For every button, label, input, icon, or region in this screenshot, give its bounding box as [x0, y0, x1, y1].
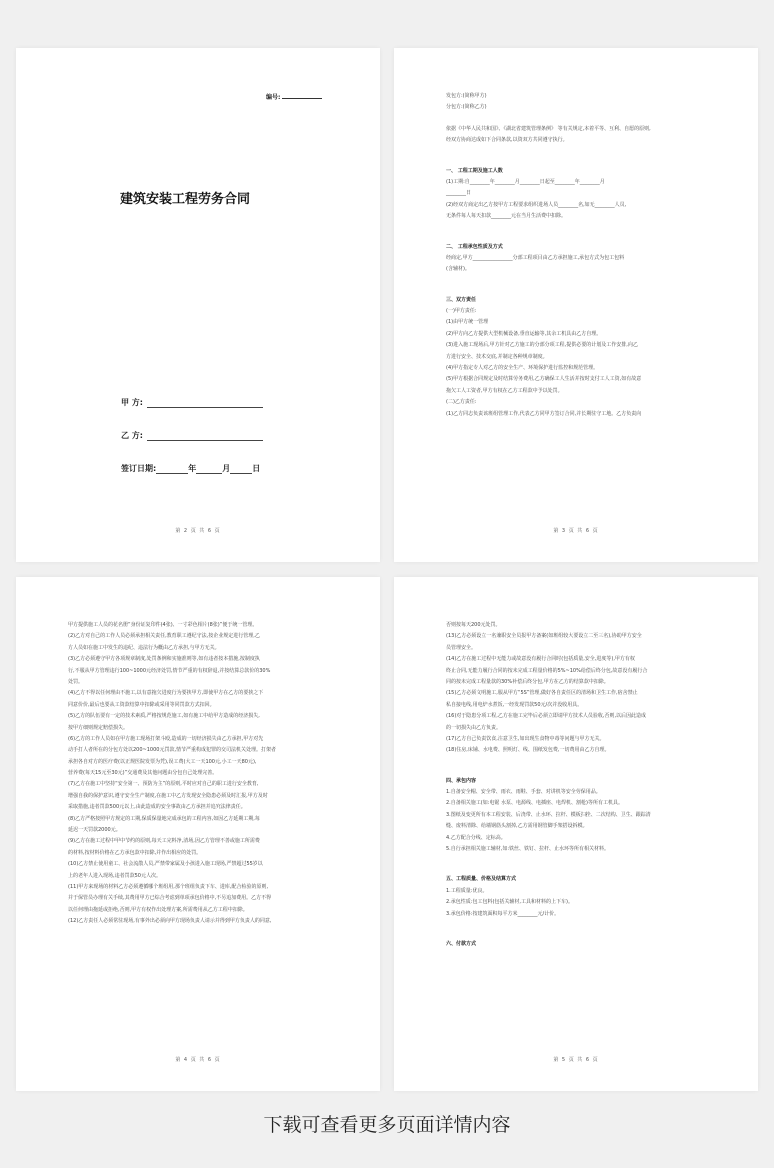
- body-line: 分包方:(简称乙方): [446, 104, 487, 111]
- body-line: (2)经双方商定出乙方按甲方工程要求组织进场人员________名,如无________人员,: [446, 201, 627, 208]
- body-line: 方进行安全、技术交底,并制定各种规章制度。: [446, 353, 548, 360]
- body-line: 发包方:(简称甲方): [446, 93, 487, 99]
- body-line: 经商定,甲方________________分部工程项目由乙方承担施工,承包方式为包工包料: [446, 254, 625, 261]
- page-4: [394, 577, 758, 1091]
- page-content: [446, 92, 710, 421]
- body-line: 并于保管员办理有关手续,其费用甲方已综合考虑到单项承包价格中,不另追加费用。乙方不得: [68, 895, 272, 902]
- body-line: 否则按每天200元处罚。: [446, 622, 501, 628]
- paragraph-gap: [446, 148, 710, 158]
- body-line: (14)乙方在施工过程中无能力或故意没有履行合同时(包括质量,安全,进度等),甲方有权: [446, 656, 635, 663]
- paragraph-gap: [446, 856, 710, 866]
- section-heading: 三、双方责任: [446, 296, 477, 303]
- body-line: 延迟一天罚款2000元。: [68, 827, 121, 834]
- paragraph-gap: [446, 277, 710, 287]
- body-line: (4)甲方指定专人对乙方的安全生产、环境保护进行监控和规范管理。: [446, 365, 599, 372]
- paragraph-gap: [446, 115, 710, 125]
- section-heading: 六、付款方式: [446, 940, 477, 947]
- body-line: (2)乙方对自己的工作人员必须承担相关责任,教育职工遵纪守法,按企业规定进行管理,乙: [68, 633, 260, 640]
- body-line: 行,不服从甲方管理违行100~1000元经济处罚,情节严重的有权辞退,并按结算总款价的30%: [68, 667, 271, 674]
- sign-date: 签订日期: 年 月 日: [121, 464, 261, 473]
- body-line: 3.图纸及变更所有本工程安装、后浇带、止水环、拉杆、模板扫拴、二次结构、卫生、跟踪清: [446, 811, 651, 818]
- year-blank: [156, 464, 188, 474]
- body-line: (5)甲方根据合同规定及时结算劳务费用,乙方确保工人生活并按时支付工人工资,如有故意: [446, 376, 642, 383]
- body-line: 按甲方细则规定赔偿损失。: [68, 724, 129, 731]
- body-line: 1.工程质量:优良。: [446, 887, 488, 894]
- body-line: 终止合同,无能力履行合同的按未完成工程量价格的5%~10%给偿后终分包,故意没有履行合: [446, 667, 648, 674]
- section-heading: 四、承包内容: [446, 777, 477, 784]
- body-line: 5.自行承担相关施工辅材,如:铁丝、铁钉、拉杆、止水环等所有相关材料。: [446, 846, 610, 853]
- body-line: 采取措施,违者罚款500元以上,由此造成的安全事故由乙方承担并追究法律责任。: [68, 804, 246, 811]
- body-line: (6)乙方的工作人员如在甲方施工现场打架斗殴,造成的一切经济损失由乙方承担,甲方对先: [68, 735, 264, 742]
- body-line: 甲方提供施工人员的花名册“身份证复印件(4张)、一寸彩色相片(8张)”便于统一管理。: [68, 622, 258, 628]
- body-line: (8)乙方严格按照甲方规定的工期,保质保量地完成承包的工程内容,如因乙方延期工期,每: [68, 815, 260, 822]
- body-line: (一)甲方责任:: [446, 308, 477, 315]
- body-line: (2)甲方向乙方提供大型机械设备,垂直运输等,其余工机具由乙方自理。: [446, 330, 602, 337]
- body-line: 2.自备相关施工(如:电锯 水泵、电源线、电插座、电焊机、割枪)等所有工机具。: [446, 800, 623, 807]
- page-3: [16, 577, 380, 1091]
- body-line: 无条件每人每天扣款________元在当月生活费中扣除。: [446, 213, 567, 220]
- body-line: 方人员如在施工中发生的违纪、违法行为概由乙方承担,与甲方无关。: [68, 644, 220, 651]
- paragraph-gap: [446, 224, 710, 234]
- body-line: (10)乙方禁止使用童工、社会流散人员,严禁带家属及小孩进入施工现场,严禁超过55岁以: [68, 861, 263, 868]
- document-title: 建筑安装工程劳务合同: [120, 192, 251, 207]
- party-b: 乙 方:: [121, 430, 263, 441]
- body-line: 拖欠工人工资者,甲方有权在乙方工程款中予以处罚。: [446, 387, 563, 394]
- body-line: 处罚。: [68, 678, 84, 685]
- party-a-blank: [147, 398, 263, 408]
- body-line: (16)对于隐患分项工程,乙方在施工完毕后必须立即请甲方技术人员验收,否则,以后因此造成: [446, 713, 647, 720]
- page-footer: 第 3 页 共 6 页: [553, 528, 599, 534]
- body-line: ________日: [446, 190, 472, 197]
- body-line: (5)乙方的队伍要有一定的技术素质,严格按规范施工,如有施工中给甲方造成的经济损失,: [68, 713, 260, 720]
- body-line: 的材料,按材料价格在乙方承包款中扣除,并作出相应的处罚。: [68, 849, 202, 856]
- body-line: 同意价价,最后也要从工资款结算中扣除或采用等同罚款方式扣回。: [68, 701, 215, 708]
- page-footer: 第 2 页 共 6 页: [175, 528, 221, 534]
- number-blank: [282, 98, 322, 99]
- day-blank: [230, 464, 252, 474]
- page-cover: [16, 48, 380, 562]
- body-line: (4)乙方不得以任何理由不施工,以有意拖欠进度行为要挟甲方,即使甲方在乙方的要挟之下: [68, 690, 264, 697]
- body-line: (1)由甲方统一管理: [446, 319, 489, 326]
- body-line: 同的按未完成工程量款的30%补偿后终分包,甲方在乙方的结算款中扣除。: [446, 678, 609, 685]
- body-line: 的一切损失由乙方负责。: [446, 724, 502, 731]
- body-line: (11)甲方来现场的材料乙方必须遵循哪个班组用,那个班组负责下车、进库,配合检验的原则,: [68, 883, 269, 890]
- contract-number: 编号:: [266, 92, 322, 101]
- body-line: 1.自备安全帽、安全带、雨衣、雨鞋、手套、对讲机等安全劳保用品。: [446, 789, 601, 796]
- body-line: (3)乙方必须遵守甲方各项规章制度,处罚条例和实施准则等,如有违者按本措施,按制度执: [68, 656, 260, 663]
- body-line: (1)乙方同志负责该班组管理工作,代表乙方同甲方签订合同,并长期驻守工地。乙方负责向: [446, 410, 642, 417]
- body-line: 私自接电线,用电炉水煮饭,一经发现罚款50元/次并没收用具。: [446, 701, 583, 708]
- body-line: (18)住房,床铺、水电费、照明灯、线、围纸发包费,一切费用由乙方自理。: [446, 747, 610, 754]
- page-footer: 第 4 页 共 6 页: [175, 1057, 221, 1063]
- body-line: 动手打人者所在的分包方处以200~1000元罚款,情节严重构成犯罪的交司法机关处理。打架者: [68, 747, 277, 754]
- body-line: 承担各自对方的医疗费(以正规医院发票为凭),误工费(大工一天100元,小工一天80元),: [68, 758, 257, 765]
- section-heading: 二、 工程承包性质及方式: [446, 243, 503, 250]
- body-line: (15)乙方必须文明施工,服从甲方“5S”管理,做好各自责任区的清场和卫生工作,宿舍禁止: [446, 690, 638, 697]
- body-line: (9)乙方在施工过程中甲中节约的原则,每天工完料净,清场,因乙方管理不善或施工所需费: [68, 838, 260, 845]
- body-line: (二)乙方责任:: [446, 399, 477, 406]
- body-line: 缝、废料清除、给墙钢筋头割掉,乙方需用钢管脚手架搭设拆模。: [446, 823, 588, 830]
- body-line: (17)乙方自己负责饮食,注意卫生,如出现生食物中毒等问题与甲方无关。: [446, 735, 605, 742]
- body-line: 经双方协商达成如下合同条款,以资双方共同遵守执行。: [446, 137, 568, 144]
- body-line: 营养费(每天15元至30元)”交通费及其他问题由分包自己处理完善。: [68, 770, 218, 777]
- body-line: (含辅材)。: [446, 266, 470, 273]
- download-caption: 下载可查看更多页面详情内容: [263, 1114, 511, 1136]
- body-line: 以任何理由拖延或拒绝,否则,甲方有权作出处理方案,所需费用从乙方工程中扣除。: [68, 906, 248, 913]
- month-blank: [196, 464, 222, 474]
- section-heading: 一、 工程工期及施工人数: [446, 167, 503, 174]
- party-b-blank: [147, 431, 263, 441]
- body-line: (7)乙方在施工中坚持“安全第一、预防为主”的原则,平时应对自己的职工进行安全教育,: [68, 781, 259, 788]
- party-a: 甲 方:: [121, 397, 263, 408]
- page-content: [446, 621, 710, 951]
- page-2: [394, 48, 758, 562]
- body-line: (13)乙方必须设立一名兼职安全员报甲方备案(如班组较大要设立二至三名),协助甲方安全: [446, 633, 642, 640]
- body-line: 4.乙方配合分线、定标高。: [446, 834, 506, 841]
- body-line: (12)乙方责任人必须常驻现场,有事外出必须向甲方现场负责人请示并得到甲方负责人的同意,: [68, 918, 272, 925]
- page-content: [68, 621, 332, 929]
- page-footer: 第 5 页 共 6 页: [553, 1057, 599, 1063]
- body-line: 2.承包性质:包工包料(包括关辅材,工具和材料的上下车)。: [446, 899, 573, 906]
- section-heading: 五、工程质量、价格及结算方式: [446, 876, 517, 883]
- body-line: 3.承包价格:按建筑面积每平方米________元/计价。: [446, 910, 560, 917]
- paragraph-gap: [446, 921, 710, 931]
- body-line: 员管理安全。: [446, 644, 477, 651]
- body-line: 上的老年人进入现场,违者罚款50元人次。: [68, 872, 161, 879]
- paragraph-gap: [446, 758, 710, 768]
- body-line: (1)工期:自________年________月________日起至________年________月: [446, 178, 605, 185]
- body-line: 依据《中华人民共和国》、《湖北省建筑管理条例》 等有关规定,本着平等、互利、自愿的原则,: [446, 125, 651, 132]
- body-line: 增强自我的保护意识,遵守安全生产制度,在施工中乙方发现安全隐患必须及时汇报,甲方及时: [68, 792, 268, 799]
- body-line: (3)进入施工现场后,甲方针对乙方施工的分部分项工程,提供必要的计划及工作安排,向乙: [446, 342, 638, 349]
